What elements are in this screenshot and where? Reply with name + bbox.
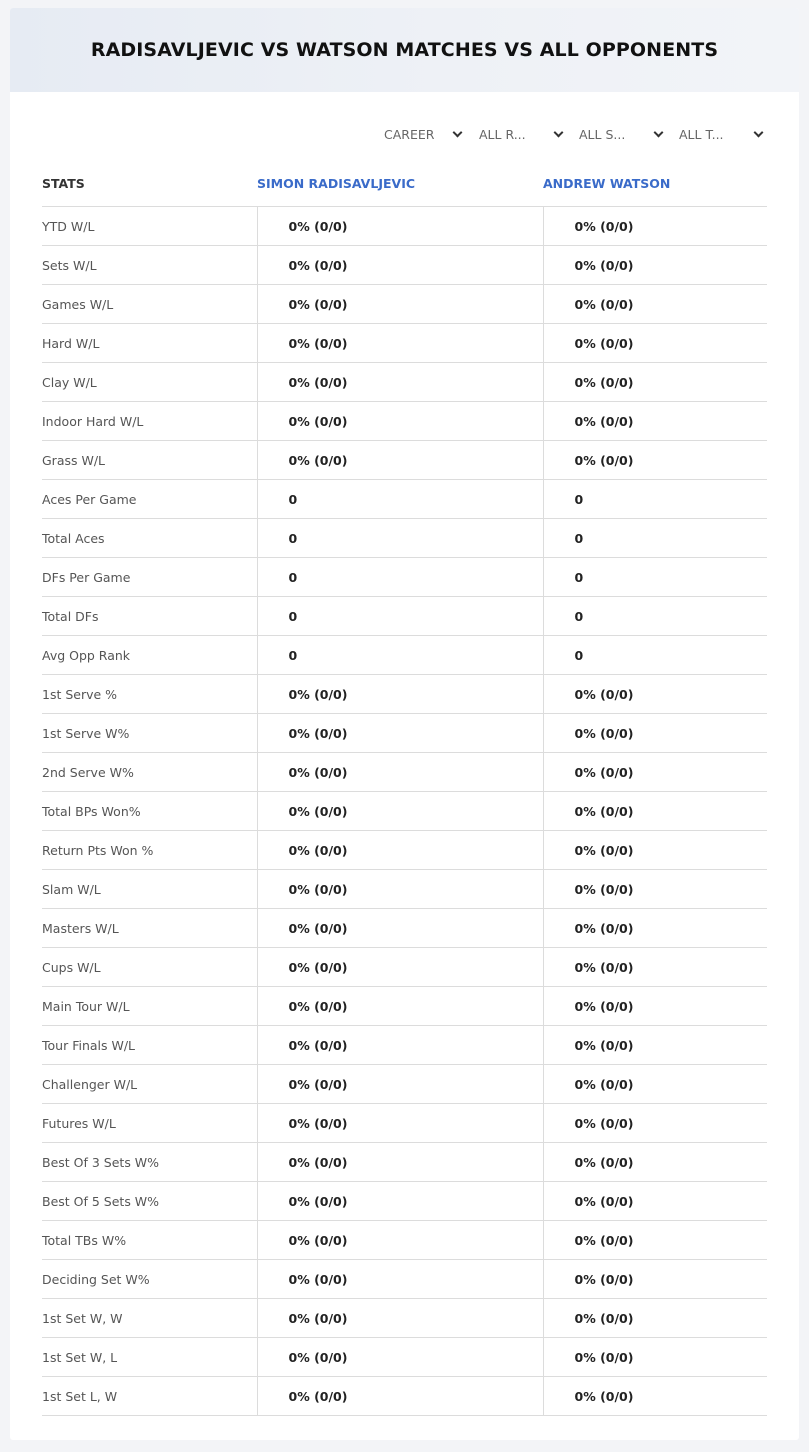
stat-label: Tour Finals W/L bbox=[42, 1026, 257, 1065]
player2-stat-value: 0% (0/0) bbox=[543, 1299, 767, 1338]
player2-stat-value: 0% (0/0) bbox=[543, 753, 767, 792]
stat-label: Main Tour W/L bbox=[42, 987, 257, 1026]
player2-stat-value: 0% (0/0) bbox=[543, 948, 767, 987]
stat-label: Challenger W/L bbox=[42, 1065, 257, 1104]
table-row bbox=[42, 324, 767, 363]
stat-label: Deciding Set W% bbox=[42, 1260, 257, 1299]
player1-stat-value: 0% (0/0) bbox=[257, 402, 543, 441]
stat-label: Hard W/L bbox=[42, 324, 257, 363]
player2-stat-value: 0% (0/0) bbox=[543, 441, 767, 480]
player2-stat-value: 0% (0/0) bbox=[543, 285, 767, 324]
player2-stat-value: 0 bbox=[543, 480, 767, 519]
player1-stat-value: 0% (0/0) bbox=[257, 1182, 543, 1221]
player2-stat-value: 0% (0/0) bbox=[543, 1026, 767, 1065]
table-row bbox=[42, 714, 767, 753]
player1-stat-value: 0 bbox=[257, 558, 543, 597]
player1-stat-value: 0% (0/0) bbox=[257, 948, 543, 987]
table-row bbox=[42, 1377, 767, 1416]
stat-label: Grass W/L bbox=[42, 441, 257, 480]
player2-stat-value: 0% (0/0) bbox=[543, 1338, 767, 1377]
player1-stat-value: 0% (0/0) bbox=[257, 1221, 543, 1260]
stat-label: 1st Set L, W bbox=[42, 1377, 257, 1416]
player1-column-header[interactable]: SIMON RADISAVLJEVIC bbox=[257, 161, 543, 207]
stat-label: 1st Serve % bbox=[42, 675, 257, 714]
page-title: RADISAVLJEVIC VS WATSON MATCHES VS ALL OPPONENTS bbox=[90, 39, 719, 61]
table-row bbox=[42, 519, 767, 558]
stats-table bbox=[42, 161, 767, 1416]
player2-stat-value: 0% (0/0) bbox=[543, 1377, 767, 1416]
table-row bbox=[42, 441, 767, 480]
player1-stat-value: 0% (0/0) bbox=[257, 675, 543, 714]
table-row bbox=[42, 792, 767, 831]
stat-label: Indoor Hard W/L bbox=[42, 402, 257, 441]
filter-rounds-select[interactable] bbox=[479, 122, 565, 146]
player1-stat-value: 0 bbox=[257, 519, 543, 558]
stat-label: Total BPs Won% bbox=[42, 792, 257, 831]
player1-stat-value: 0% (0/0) bbox=[257, 909, 543, 948]
chevron-down-icon bbox=[754, 128, 764, 138]
player2-column-header[interactable]: ANDREW WATSON bbox=[543, 161, 767, 207]
table-row bbox=[42, 558, 767, 597]
table-row bbox=[42, 1065, 767, 1104]
player2-stat-value: 0% (0/0) bbox=[543, 324, 767, 363]
stat-label: Total TBs W% bbox=[42, 1221, 257, 1260]
stat-label: Games W/L bbox=[42, 285, 257, 324]
stats-column-header: STATS bbox=[42, 161, 257, 207]
page-header bbox=[10, 8, 799, 92]
player1-stat-value: 0% (0/0) bbox=[257, 1299, 543, 1338]
table-row bbox=[42, 363, 767, 402]
player1-stat-value: 0% (0/0) bbox=[257, 1377, 543, 1416]
player2-stat-value: 0% (0/0) bbox=[543, 1182, 767, 1221]
table-row bbox=[42, 285, 767, 324]
player1-stat-value: 0% (0/0) bbox=[257, 1338, 543, 1377]
table-row bbox=[42, 753, 767, 792]
player1-stat-value: 0% (0/0) bbox=[257, 1026, 543, 1065]
table-row bbox=[42, 1104, 767, 1143]
filter-label: ALL R... bbox=[479, 126, 526, 142]
stat-label: Aces Per Game bbox=[42, 480, 257, 519]
player1-stat-value: 0 bbox=[257, 636, 543, 675]
player2-stat-value: 0% (0/0) bbox=[543, 909, 767, 948]
table-row bbox=[42, 831, 767, 870]
player2-stat-value: 0% (0/0) bbox=[543, 675, 767, 714]
table-row bbox=[42, 909, 767, 948]
player2-stat-value: 0 bbox=[543, 636, 767, 675]
table-row bbox=[42, 1182, 767, 1221]
stat-label: Best Of 3 Sets W% bbox=[42, 1143, 257, 1182]
stat-label: 1st Serve W% bbox=[42, 714, 257, 753]
filter-surface-select[interactable] bbox=[579, 122, 665, 146]
stat-label: Total Aces bbox=[42, 519, 257, 558]
player2-stat-value: 0% (0/0) bbox=[543, 831, 767, 870]
player2-stat-value: 0 bbox=[543, 558, 767, 597]
stat-label: Slam W/L bbox=[42, 870, 257, 909]
chevron-down-icon bbox=[654, 128, 664, 138]
player1-stat-value: 0% (0/0) bbox=[257, 324, 543, 363]
stat-label: Return Pts Won % bbox=[42, 831, 257, 870]
player2-stat-value: 0% (0/0) bbox=[543, 870, 767, 909]
stat-label: Sets W/L bbox=[42, 246, 257, 285]
player1-stat-value: 0 bbox=[257, 597, 543, 636]
table-row bbox=[42, 1299, 767, 1338]
player2-stat-value: 0% (0/0) bbox=[543, 1065, 767, 1104]
player2-stat-value: 0% (0/0) bbox=[543, 207, 767, 246]
table-row bbox=[42, 987, 767, 1026]
player2-stat-value: 0 bbox=[543, 597, 767, 636]
player1-stat-value: 0% (0/0) bbox=[257, 831, 543, 870]
filter-career-select[interactable] bbox=[384, 122, 464, 146]
player1-stat-value: 0% (0/0) bbox=[257, 1143, 543, 1182]
player2-stat-value: 0% (0/0) bbox=[543, 1221, 767, 1260]
player2-stat-value: 0% (0/0) bbox=[543, 402, 767, 441]
table-row bbox=[42, 597, 767, 636]
table-row bbox=[42, 948, 767, 987]
player2-stat-value: 0% (0/0) bbox=[543, 792, 767, 831]
player2-stat-value: 0% (0/0) bbox=[543, 1260, 767, 1299]
table-row bbox=[42, 1338, 767, 1377]
filter-bar bbox=[10, 122, 799, 146]
stat-label: DFs Per Game bbox=[42, 558, 257, 597]
player2-stat-value: 0 bbox=[543, 519, 767, 558]
table-row bbox=[42, 480, 767, 519]
stats-table-body bbox=[42, 207, 767, 1416]
table-row bbox=[42, 402, 767, 441]
table-row bbox=[42, 1026, 767, 1065]
stat-label: Cups W/L bbox=[42, 948, 257, 987]
stat-label: Masters W/L bbox=[42, 909, 257, 948]
table-row bbox=[42, 1221, 767, 1260]
table-row bbox=[42, 246, 767, 285]
table-row bbox=[42, 675, 767, 714]
chevron-down-icon bbox=[453, 128, 463, 138]
player2-stat-value: 0% (0/0) bbox=[543, 246, 767, 285]
player1-stat-value: 0% (0/0) bbox=[257, 285, 543, 324]
player1-stat-value: 0% (0/0) bbox=[257, 1104, 543, 1143]
stat-label: 1st Set W, L bbox=[42, 1338, 257, 1377]
player1-stat-value: 0% (0/0) bbox=[257, 1260, 543, 1299]
player1-stat-value: 0% (0/0) bbox=[257, 987, 543, 1026]
stat-label: Total DFs bbox=[42, 597, 257, 636]
stat-label: YTD W/L bbox=[42, 207, 257, 246]
player1-stat-value: 0% (0/0) bbox=[257, 246, 543, 285]
table-row bbox=[42, 207, 767, 246]
stat-label: 1st Set W, W bbox=[42, 1299, 257, 1338]
player1-stat-value: 0% (0/0) bbox=[257, 792, 543, 831]
stat-label: 2nd Serve W% bbox=[42, 753, 257, 792]
player1-stat-value: 0% (0/0) bbox=[257, 207, 543, 246]
player2-stat-value: 0% (0/0) bbox=[543, 1104, 767, 1143]
stats-card bbox=[10, 8, 799, 1440]
filter-tournament-select[interactable] bbox=[679, 122, 765, 146]
player2-stat-value: 0% (0/0) bbox=[543, 987, 767, 1026]
player1-stat-value: 0% (0/0) bbox=[257, 441, 543, 480]
player1-stat-value: 0% (0/0) bbox=[257, 1065, 543, 1104]
filter-label: CAREER bbox=[384, 126, 435, 142]
player1-stat-value: 0% (0/0) bbox=[257, 753, 543, 792]
player1-stat-value: 0% (0/0) bbox=[257, 870, 543, 909]
table-row bbox=[42, 1260, 767, 1299]
player2-stat-value: 0% (0/0) bbox=[543, 363, 767, 402]
chevron-down-icon bbox=[554, 128, 564, 138]
table-row bbox=[42, 1143, 767, 1182]
filter-label: ALL S... bbox=[579, 126, 626, 142]
player1-stat-value: 0% (0/0) bbox=[257, 363, 543, 402]
stat-label: Futures W/L bbox=[42, 1104, 257, 1143]
stat-label: Avg Opp Rank bbox=[42, 636, 257, 675]
player2-stat-value: 0% (0/0) bbox=[543, 1143, 767, 1182]
table-header-row bbox=[42, 161, 767, 207]
table-row bbox=[42, 636, 767, 675]
player1-stat-value: 0% (0/0) bbox=[257, 714, 543, 753]
stat-label: Clay W/L bbox=[42, 363, 257, 402]
player1-stat-value: 0 bbox=[257, 480, 543, 519]
player2-stat-value: 0% (0/0) bbox=[543, 714, 767, 753]
filter-label: ALL T... bbox=[679, 126, 724, 142]
stat-label: Best Of 5 Sets W% bbox=[42, 1182, 257, 1221]
table-row bbox=[42, 870, 767, 909]
